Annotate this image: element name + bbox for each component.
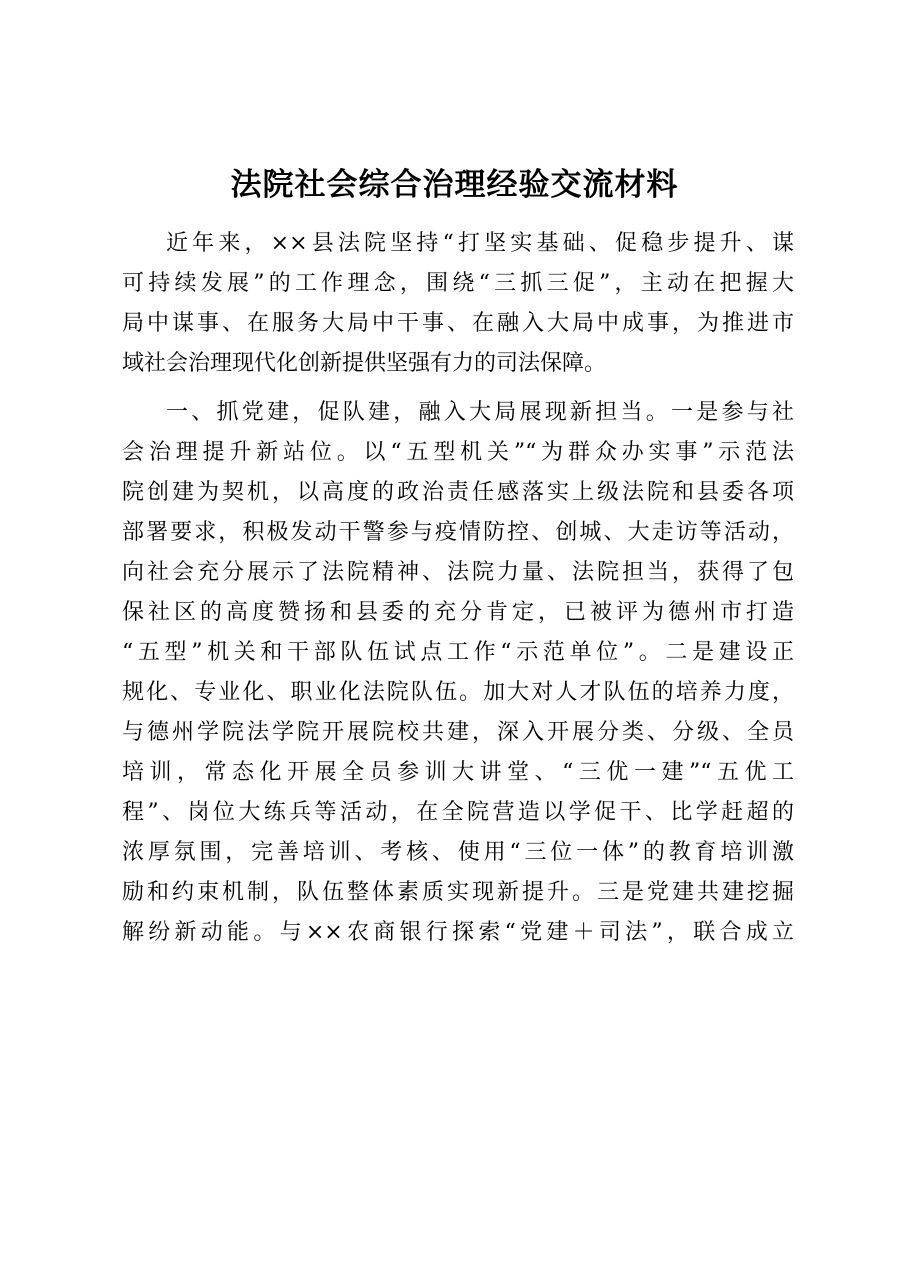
text-line: 培训，常态化开展全员参训大讲堂、“三优一建”“五优工 (122, 760, 794, 785)
text-line: 会治理提升新站位。以“五型机关”“为群众办实事”示范法 (122, 440, 794, 465)
text-line: 部署要求，积极发动干警参与疫情防控、创城、大走访等活动， (122, 520, 794, 545)
text-line: 规化、专业化、职业化法院队伍。加大对人才队伍的培养力度， (122, 680, 794, 705)
text-line: 局中谋事、在服务大局中干事、在融入大局中成事，为推进市 (122, 311, 794, 336)
document-body (122, 224, 794, 962)
text-line: 解纷新动能。与××农商银行探索“党建＋司法”，联合成立 (122, 920, 794, 945)
text-line: 程”、岗位大练兵等活动，在全院营造以学促干、比学赶超的 (122, 800, 794, 825)
text-line: 保社区的高度赞扬和县委的充分肯定，已被评为德州市打造 (122, 600, 794, 625)
text-line: 励和约束机制，队伍整体素质实现新提升。三是党建共建挖掘 (122, 880, 794, 905)
text-line: 院创建为契机，以高度的政治责任感落实上级法院和县委各项 (122, 480, 794, 505)
paragraph-section-one (122, 393, 794, 953)
text-line: 可持续发展”的工作理念，围绕“三抓三促”，主动在把握大 (122, 271, 794, 296)
text-line: 向社会充分展示了法院精神、法院力量、法院担当，获得了包 (122, 560, 794, 585)
text-line: “五型”机关和干部队伍试点工作“示范单位”。二是建设正 (122, 640, 794, 665)
text-line: 一、抓党建，促队建，融入大局展现新担当。一是参与社 (166, 400, 794, 425)
paragraph-intro (122, 224, 794, 384)
text-line: 域社会治理现代化创新提供坚强有力的司法保障。 (122, 351, 607, 376)
text-line: 浓厚氛围，完善培训、考核、使用“三位一体”的教育培训激 (122, 840, 794, 865)
text-line: 与德州学院法学院开展院校共建，深入开展分类、分级、全员 (122, 720, 794, 745)
text-line: 近年来，××县法院坚持“打坚实基础、促稳步提升、谋 (166, 231, 794, 256)
document-title: 法院社会综合治理经验交流材料 (230, 167, 679, 203)
